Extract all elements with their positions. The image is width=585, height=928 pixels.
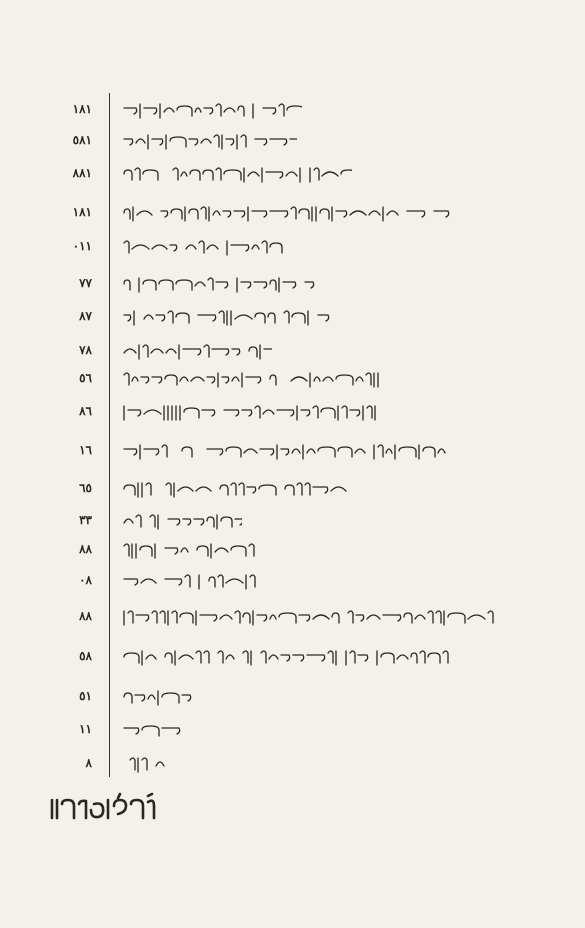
toc-entry-lettering: [122, 538, 257, 562]
toc-entry: [0, 199, 585, 229]
toc-entry: [0, 507, 585, 537]
toc-entry: [0, 365, 585, 395]
toc-entry: [0, 536, 585, 566]
toc-entry: [0, 643, 585, 673]
toc-entry-lettering: [122, 98, 302, 122]
toc-entry-lettering: [122, 400, 382, 424]
toc-entry: [0, 567, 585, 597]
toc-entry-title: [122, 439, 452, 463]
toc-entry-lettering: [122, 605, 497, 629]
toc-entry-lettering: [122, 685, 192, 709]
toc-entry-lettering: [122, 718, 182, 742]
toc-entry-lettering: [122, 509, 242, 533]
toc-entry-lettering: [122, 569, 262, 593]
toc-page-number: ٨٨: [79, 609, 92, 623]
toc-entry-title: [122, 605, 497, 629]
contents-heading: [48, 792, 158, 826]
toc-entry-title: [122, 477, 352, 501]
toc-entry: [0, 127, 585, 157]
toc-entry-lettering: [122, 439, 452, 463]
toc-page-number: ٨٨١: [72, 166, 92, 180]
toc-page-number: ٠٨: [79, 573, 92, 587]
toc-entry-title: [122, 98, 302, 122]
toc-entry: [0, 750, 585, 780]
toc-page-number: ٣٣: [79, 513, 92, 527]
toc-entry: [0, 303, 585, 333]
toc-page-number: ٨: [85, 756, 92, 770]
toc-page-number: ٧٨: [79, 343, 92, 357]
toc-page-number: ٥١: [79, 689, 92, 703]
toc-entry-lettering: [122, 272, 322, 296]
toc-entry-lettering: [122, 201, 452, 225]
toc-entry-lettering: [122, 645, 452, 669]
toc-entry-lettering: [122, 477, 352, 501]
toc-entry: [0, 716, 585, 746]
toc-entry-title: [122, 339, 272, 363]
toc-entry: [0, 270, 585, 300]
toc-entry: [0, 398, 585, 428]
toc-entry-lettering: [122, 235, 287, 259]
toc-page-number: ٨٨: [79, 542, 92, 556]
toc-entry-title: [122, 400, 382, 424]
toc-entry-title: [122, 129, 297, 153]
toc-page-number: ١١: [79, 722, 92, 736]
toc-entry-title: [122, 569, 262, 593]
toc-page-number: ١٦: [79, 443, 92, 457]
contents-heading-lettering: [48, 792, 158, 822]
toc-entry-title: [122, 201, 452, 225]
toc-page-number: ١٨١: [72, 205, 92, 219]
toc-entry-lettering: [122, 339, 272, 363]
toc-entry-title: [122, 538, 257, 562]
toc-entry: [0, 337, 585, 367]
toc-page-number: ٨٧: [79, 309, 92, 323]
toc-entry: [0, 683, 585, 713]
toc-page-number: ٠١١: [72, 239, 92, 253]
toc-entry: [0, 160, 585, 190]
toc-page-number: ٥٨: [79, 649, 92, 663]
toc-entry-title: [122, 162, 352, 186]
toc-entry: [0, 96, 585, 126]
toc-entry-title: [122, 305, 337, 329]
toc-entry-title: [122, 272, 322, 296]
toc-entry: [0, 233, 585, 263]
column-divider: [109, 93, 110, 777]
toc-entry: [0, 437, 585, 467]
toc-page-number: ٥٨١: [72, 133, 92, 147]
toc-entry-title: [122, 752, 167, 776]
toc-entry: [0, 475, 585, 505]
toc-entry-title: [122, 645, 452, 669]
toc-page-number: ٨٦: [79, 404, 92, 418]
toc-entry-lettering: [122, 752, 167, 776]
toc-entry: [0, 603, 585, 633]
toc-entry-lettering: [122, 162, 352, 186]
toc-entry-title: [122, 509, 242, 533]
toc-page-number: ١٨١: [72, 102, 92, 116]
toc-entry-lettering: [122, 367, 387, 391]
toc-page-number: ٥٦: [79, 371, 92, 385]
toc-entry-title: [122, 367, 387, 391]
toc-entry-title: [122, 718, 182, 742]
toc-entry-title: [122, 685, 192, 709]
toc-page-number: ٦٥: [79, 481, 92, 495]
toc-entry-title: [122, 235, 287, 259]
toc-page-number: ٧٧: [79, 276, 92, 290]
toc-entry-lettering: [122, 129, 297, 153]
toc-entry-lettering: [122, 305, 337, 329]
